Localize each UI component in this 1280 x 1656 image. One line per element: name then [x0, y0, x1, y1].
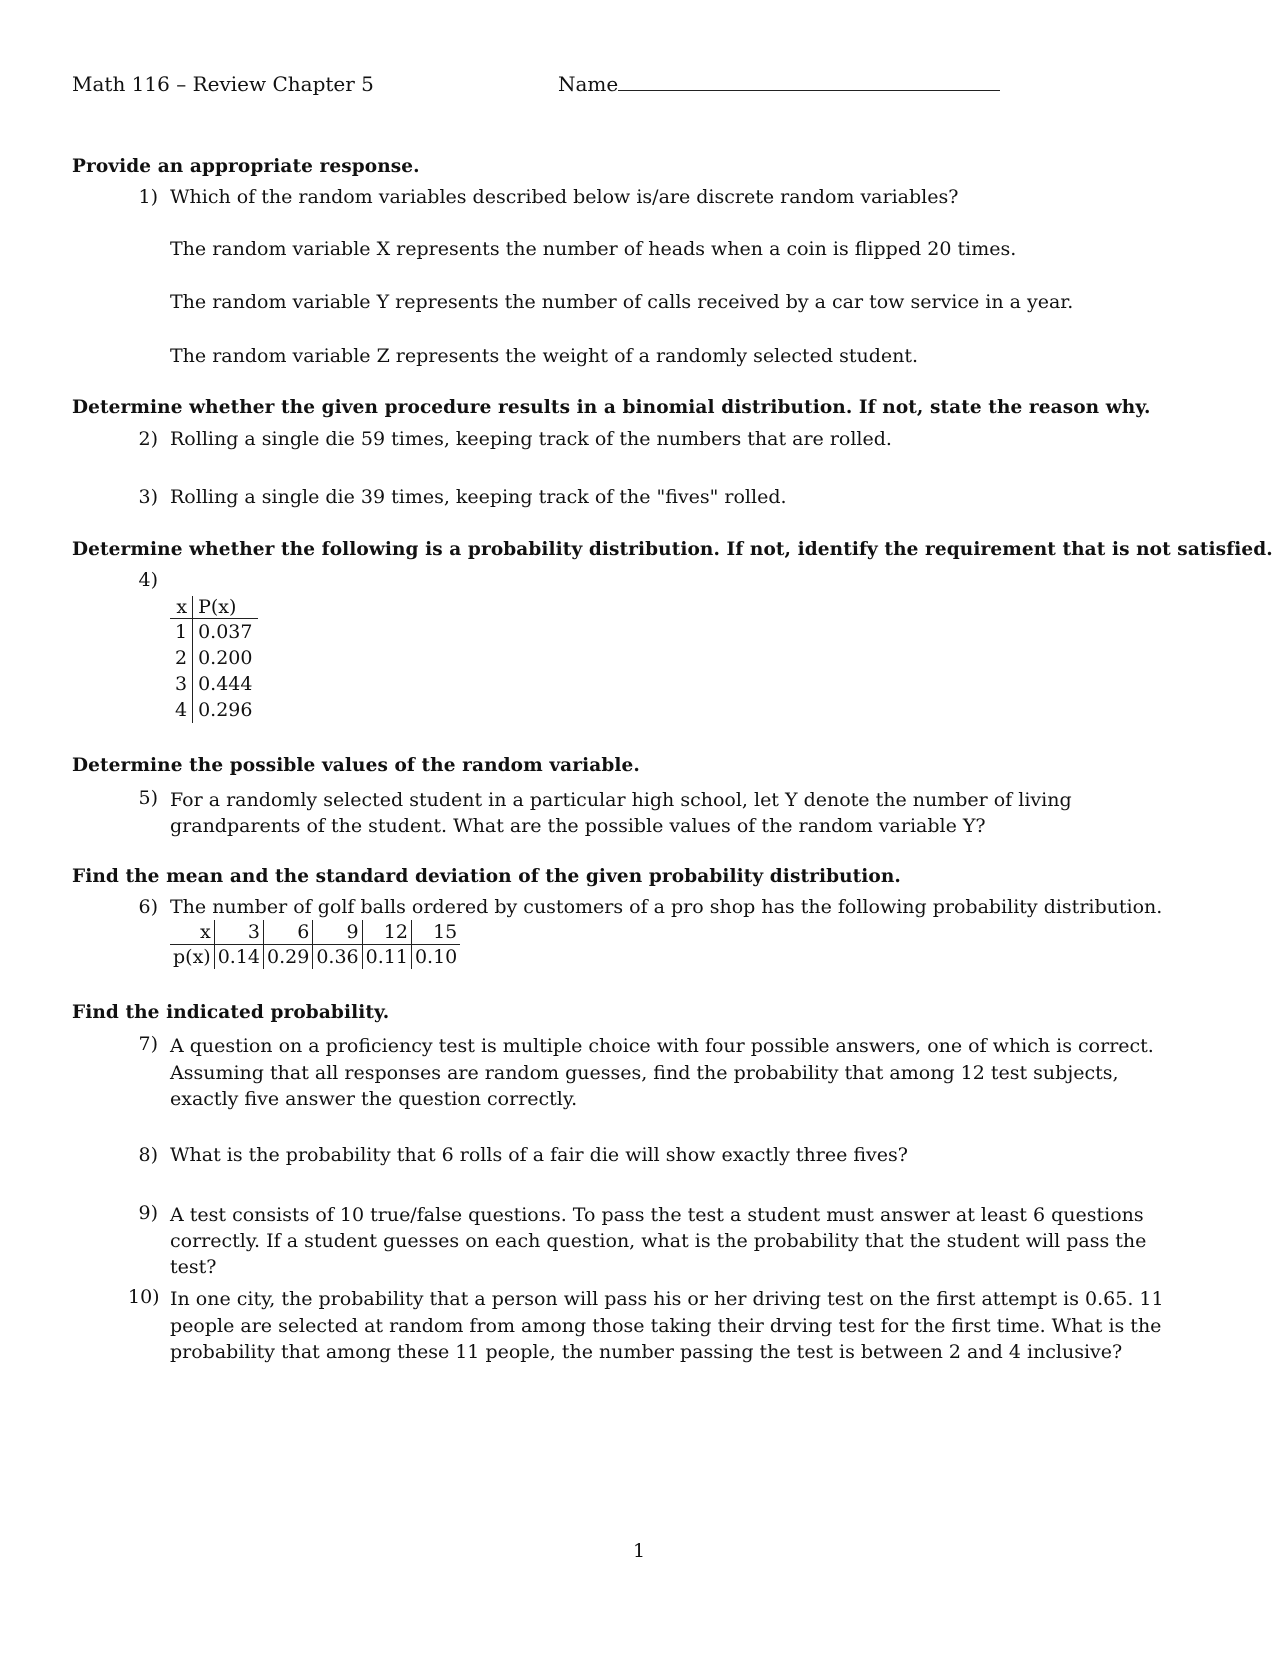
table-cell-x: 6: [264, 920, 313, 945]
table-cell-x: 15: [411, 920, 460, 945]
question-6-distribution-table: [170, 920, 460, 969]
question-2-text: Rolling a single die 59 times, keeping track of the numbers that are rolled.: [170, 428, 892, 450]
question-5-text: For a randomly selected student in a particular high school, let Y denote the number of living grandparents of the student. What are the possible values of the random variable Y?: [170, 789, 1072, 837]
table-header-px: P(x): [193, 596, 258, 619]
question-4-probability-table: [170, 596, 258, 723]
question-number: 4): [138, 569, 158, 591]
name-field[interactable]: [558, 72, 1000, 96]
question-7-text: A question on a proficiency test is multiple choice with four possible answers, one of which is correct. Assuming that all responses are random guesses, find the probability that among 12 test subjects, exactly five answer the question correctly.: [170, 1035, 1154, 1110]
table-cell-x: 1: [170, 619, 193, 646]
table-row: [170, 619, 258, 646]
table-cell-x: 3: [170, 671, 193, 697]
page-number: 1: [632, 1540, 646, 1562]
table-cell-x: 4: [170, 697, 193, 723]
question-1-item-x: The random variable X represents the number of heads when a coin is flipped 20 times.: [170, 238, 1017, 260]
table-cell-p: 0.444: [198, 673, 253, 695]
question-9-text: A test consists of 10 true/false questions. To pass the test a student must answer at least 6 questions correctly. If a student guesses on each question, what is the probability that the student will pass the test?: [170, 1204, 1147, 1278]
question-6-text: The number of golf balls ordered by customers of a pro shop has the following probability distribution.: [170, 896, 1163, 918]
question-number: 7): [138, 1033, 158, 1055]
question-number: 6): [138, 896, 158, 918]
question-number: 1): [138, 186, 158, 208]
table-row-p: [170, 945, 460, 970]
table-cell-p: 0.29: [264, 945, 313, 970]
section-heading-possible-values: Determine the possible values of the random variable.: [72, 755, 640, 776]
table-row: [170, 645, 258, 671]
section-heading-provide-response: Provide an appropriate response.: [72, 156, 420, 177]
table-cell-x: 2: [170, 645, 193, 671]
table-label-p: p(x): [173, 946, 211, 968]
question-10-text: In one city, the probability that a person will pass his or her driving test on the first attempt is 0.65. 11 people are selected at random from among those taking their drving test for the first time. What is the probability that among these 11 people, the number passing the test is between 2 and 4 inclusive?: [170, 1288, 1164, 1363]
table-label-x: x: [170, 920, 214, 945]
question-number: 5): [138, 787, 158, 809]
section-heading-binomial: Determine whether the given procedure results in a binomial distribution. If not, state the reason why.: [72, 397, 1151, 418]
table-cell-x: 12: [362, 920, 411, 945]
table-cell-p: 0.037: [198, 621, 253, 643]
table-cell-p: 0.11: [362, 945, 411, 970]
table-row: [170, 697, 258, 723]
section-heading-indicated-probability: Find the indicated probability.: [72, 1002, 390, 1023]
table-cell-x: 9: [313, 920, 362, 945]
question-number: 9): [138, 1202, 158, 1224]
course-title: Math 116 – Review Chapter 5: [72, 72, 374, 96]
section-heading-probability-distribution: Determine whether the following is a probability distribution. If not, identify the requirement that is not satisfied.: [72, 539, 1273, 560]
table-cell-p: 0.200: [198, 647, 253, 669]
name-blank-line[interactable]: [618, 72, 1000, 91]
question-number: 2): [138, 428, 158, 450]
question-8-text: What is the probability that 6 rolls of a fair die will show exactly three fives?: [170, 1144, 908, 1166]
table-cell-p: 0.36: [313, 945, 362, 970]
question-number: 10): [128, 1286, 160, 1308]
question-1-text: Which of the random variables described below is/are discrete random variables?: [170, 186, 959, 208]
table-row: [170, 671, 258, 697]
question-number: 3): [138, 486, 158, 508]
question-1-item-y: The random variable Y represents the number of calls received by a car tow service in a year.: [170, 291, 1074, 313]
table-cell-p: 0.296: [198, 699, 253, 721]
name-label: Name: [558, 72, 619, 96]
table-header-x: x: [170, 596, 193, 619]
table-row-x: [170, 920, 460, 945]
table-cell-x: 3: [214, 920, 263, 945]
table-cell-p: 0.10: [411, 945, 460, 970]
question-3-text: Rolling a single die 39 times, keeping track of the "fives" rolled.: [170, 486, 787, 508]
section-heading-mean-std: Find the mean and the standard deviation of the given probability distribution.: [72, 866, 901, 887]
question-1-item-z: The random variable Z represents the weight of a randomly selected student.: [170, 345, 919, 367]
question-number: 8): [138, 1144, 158, 1166]
table-cell-p: 0.14: [214, 945, 263, 970]
